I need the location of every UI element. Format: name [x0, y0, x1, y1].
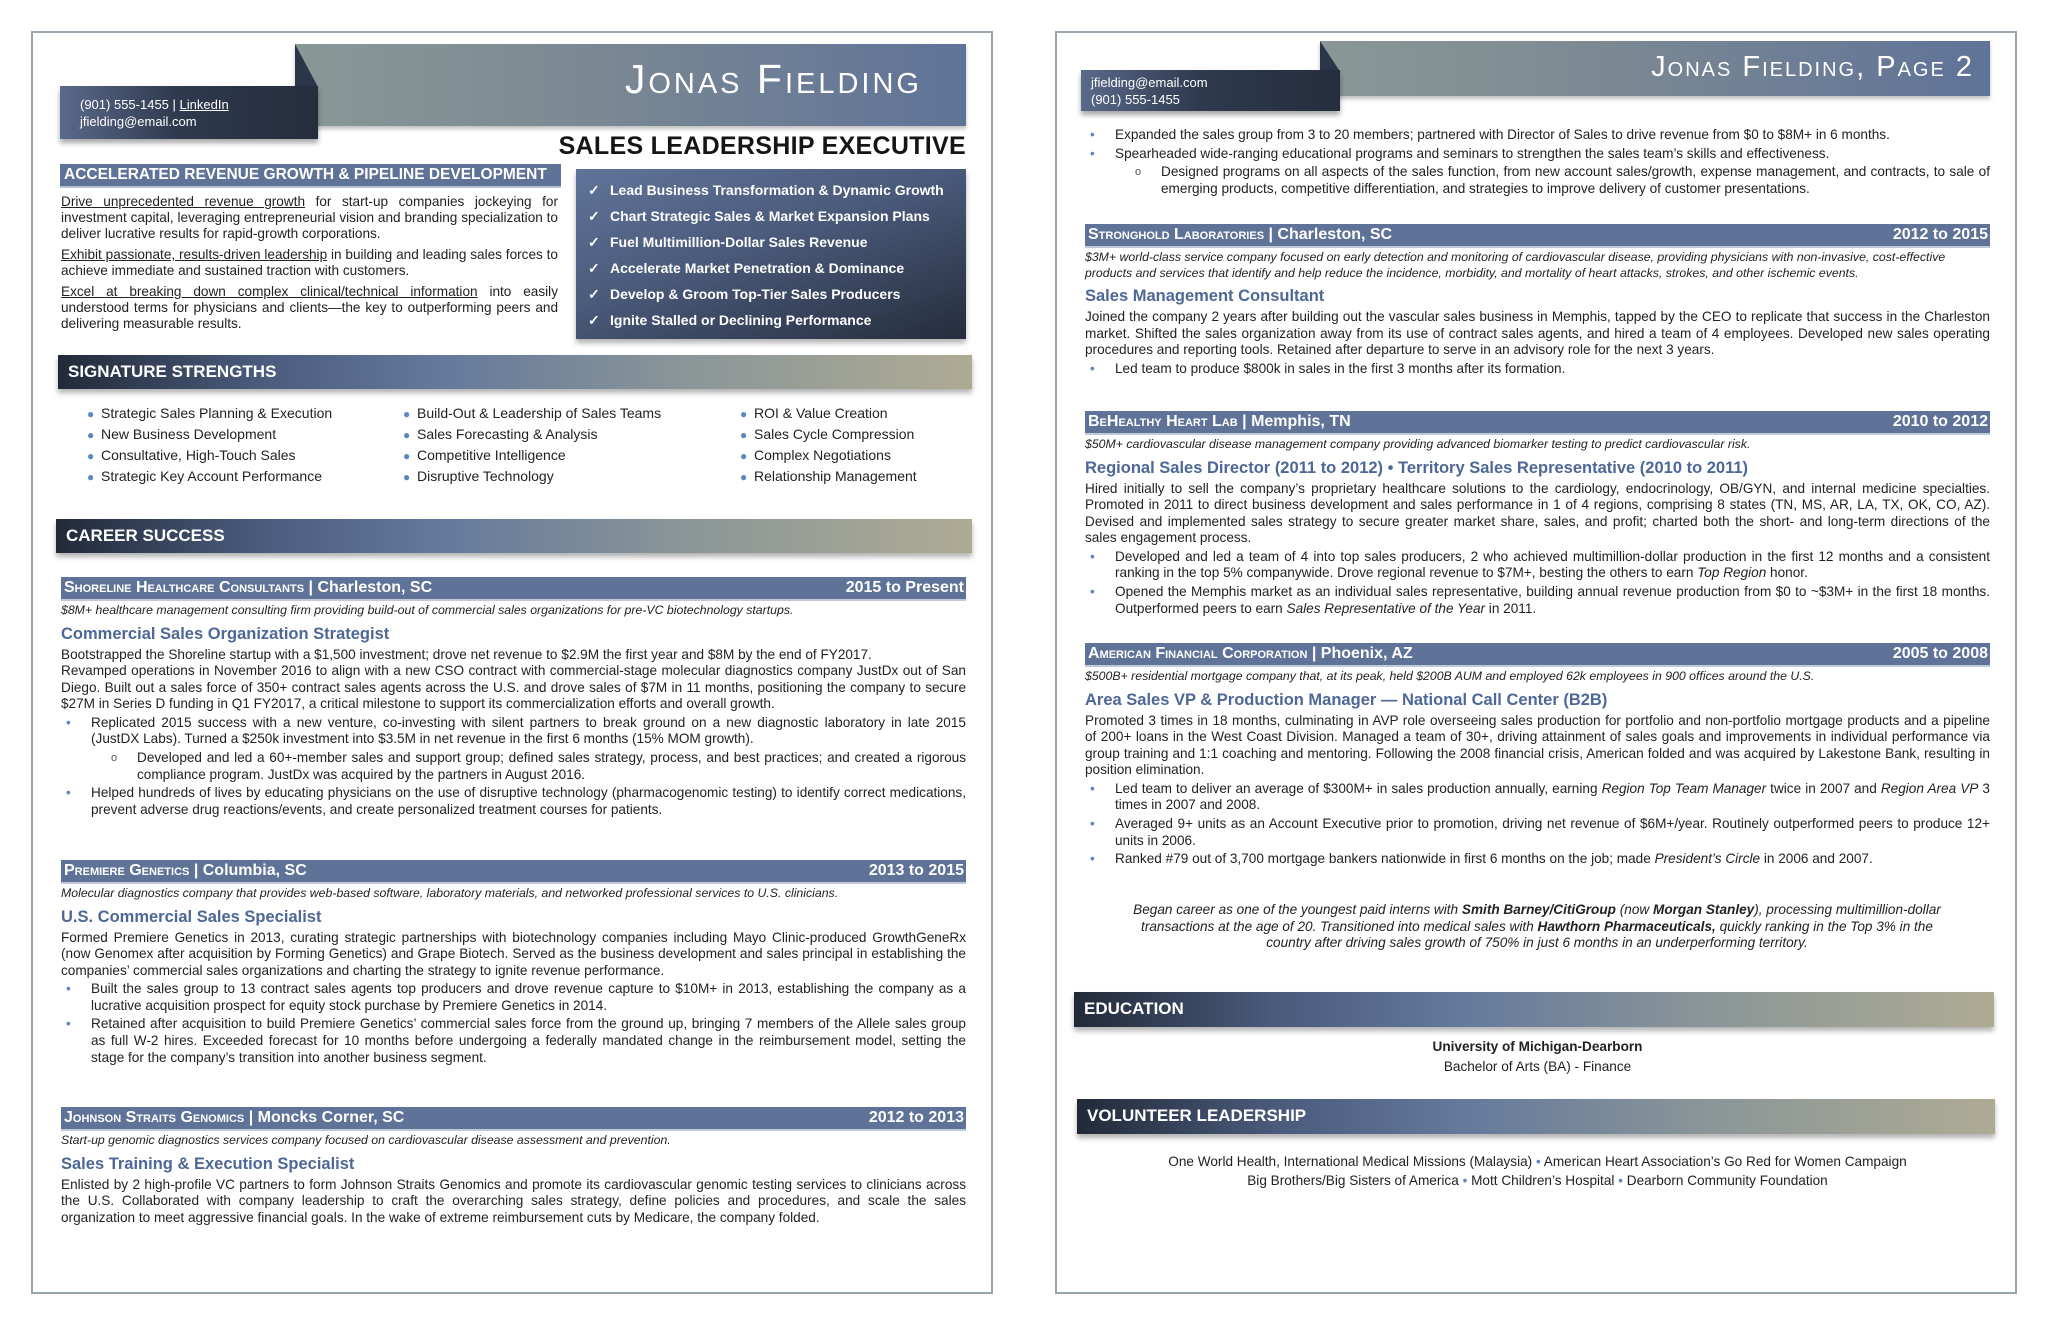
- job-paragraph: Hired initially to sell the company’s proprietary healthcare solutions to the cardiology, endocrinology, OB/GYN, and internal medicine specialties. Promoted in 2011 to direct business development and sales performance in 1 of 4 regions, comprising 8 states (TN, MS, AR, LA, TX, OK, CO, AZ). Devised and implemented sales strategy to secure greater market share, sales, and profit; charted both the short- and long-term directions of the sales engagement process.: [1085, 480, 1990, 546]
- strength-label: Sales Forecasting & Analysis: [417, 426, 598, 442]
- bullet-icon: •: [66, 1016, 71, 1032]
- bullet-item: [1085, 549, 1990, 582]
- company-description: $500B+ residential mortgage company that, at its peak, held $200B AUM and employed 62k employees in 900 offices around the U.S.: [1085, 669, 1815, 683]
- strength-item: [740, 403, 917, 424]
- text-segment: Top Region: [1697, 565, 1767, 581]
- phone: (901) 555-1455: [80, 97, 169, 112]
- company-location: | Memphis, TN: [1242, 413, 1351, 430]
- highlight-item: [588, 281, 966, 307]
- company-location: | Charleston, SC: [1268, 226, 1393, 243]
- job-entry: [61, 860, 966, 1068]
- text-segment: ), processing multimillion-dollar transactions at the age of 20. Transitioned into medical sales with: [1141, 902, 1941, 934]
- bullet-icon: •: [1090, 145, 1095, 161]
- summary: [61, 194, 558, 337]
- resume-page-2: [1055, 31, 2017, 1294]
- company-description: $50M+ cardiovascular disease management company providing advanced biomarker testing to predict cardiovascular risk.: [1085, 437, 1751, 451]
- text-segment: honor.: [1766, 565, 1808, 581]
- text-segment: Led team to produce $800k in sales in the first 3 months after its formation.: [1115, 360, 1566, 376]
- job-entry: [1085, 643, 1990, 870]
- strength-label: Complex Negotiations: [754, 447, 891, 463]
- volunteer-list: [1085, 1152, 1990, 1190]
- highlight-item: [588, 255, 966, 281]
- highlight-label: Chart Strategic Sales & Market Expansion Plans: [610, 208, 930, 224]
- text-segment: Built the sales group to 13 contract sales agents top producers and drove revenue capture to $10M+ in 2013, establishing the company as a lucrative acquisition prospect for equity stock purchase by Premiere Genetics in 2014.: [91, 981, 966, 1013]
- text-segment: Hawthorn Pharmaceuticals,: [1537, 918, 1716, 934]
- highlight-label: Lead Business Transformation & Dynamic Growth: [610, 182, 944, 198]
- bullet-icon: •: [1090, 851, 1095, 867]
- volunteer-item: Dearborn Community Foundation: [1626, 1173, 1828, 1188]
- strengths-column-2: [403, 403, 661, 487]
- job-paragraph: Promoted 3 times in 18 months, culminating in AVP role overseeing sales production for portfolio and non-portfolio mortgage products and a pipeline of 200+ loans in the West Coast Division. Managed a team of 30+, driving attainment of sales goals and improvements in individual performance via group training and 1:1 coaching and mentoring. Following the 2008 financial crisis, American folded and was acquired by Lakestone Bank, resulting in position elimination.: [1085, 712, 1990, 778]
- name-banner: [1320, 41, 1990, 96]
- strength-label: Consultative, High-Touch Sales: [101, 447, 296, 463]
- highlight-label: Ignite Stalled or Declining Performance: [610, 312, 872, 328]
- bullet-icon: ●: [740, 428, 748, 442]
- highlight-label: Develop & Groom Top-Tier Sales Producers: [610, 286, 901, 302]
- job-header-bar: [61, 860, 966, 884]
- education-heading: EDUCATION: [1074, 992, 1994, 1027]
- job-entry: [1085, 224, 1990, 379]
- company-name: Premiere Genetics: [64, 862, 190, 879]
- sub-bullet-text: Developed and led a 60+-member sales and support group; defined sales strategy, process, and best practices; and created a rigorous compliance program. JustDx was acquired by the partners in August 2016.: [137, 750, 966, 782]
- separator-dot: •: [1462, 1173, 1468, 1188]
- company-description: $8M+ healthcare management consulting firm providing build-out of commercial sales organizations for pre-VC biotechnology startups.: [61, 603, 794, 617]
- job-paragraph: Revamped operations in November 2016 to align with a new CSO contract with commercial-stage molecular diagnostics company JustDx out of San Diego. Built out a sales force of 350+ contract sales agents across the U.S. and drove sales of $7M in 11 months, positioning the company to secure $27M in Series D funding in Q1 FY2017, a critical milestone to support its commercialization efforts and overall growth.: [61, 663, 966, 712]
- bullet-icon: ●: [740, 407, 748, 421]
- sub-bullet-item: [1085, 164, 1990, 197]
- summary-paragraph: [61, 194, 558, 242]
- education-entry: [1085, 1037, 1990, 1077]
- summary-heading: ACCELERATED REVENUE GROWTH & PIPELINE DEVELOPMENT: [60, 164, 561, 188]
- strength-label: Strategic Key Account Performance: [101, 468, 322, 484]
- text-segment: quickly ranking in the Top 3% in the country after driving sales growth of 750% in just 6 months in an underperforming territory.: [1266, 918, 1933, 951]
- degree: Bachelor of Arts (BA) - Finance: [1443, 1059, 1632, 1074]
- bullet-icon: ●: [87, 407, 95, 421]
- company-name: Shoreline Healthcare Consultants: [64, 579, 305, 596]
- strength-item: [87, 403, 332, 424]
- highlight-item: [588, 203, 966, 229]
- volunteer-line: [1085, 1152, 1990, 1171]
- highlight-label: Fuel Multimillion-Dollar Sales Revenue: [610, 234, 868, 250]
- job-dates: 2012 to 2013: [868, 1109, 964, 1126]
- career-success-heading: CAREER SUCCESS: [56, 519, 972, 553]
- bullet-item: [1085, 584, 1990, 617]
- strength-item: [403, 445, 661, 466]
- checkmark-icon: ✓: [588, 208, 600, 224]
- strength-label: Relationship Management: [754, 468, 917, 484]
- contact-box: [60, 86, 318, 139]
- phone: (901) 555-1455: [1091, 92, 1180, 107]
- job-title: Sales Training & Execution Specialist: [61, 1154, 355, 1173]
- text-segment: Began career as one of the youngest paid interns with: [1133, 902, 1462, 917]
- sub-bullet-text: Designed programs on all aspects of the sales function, from new account sales/growth, expense management, and contracts, to sale of emerging products, competitive differentiation, and strategies to improve delivery of customer presentations.: [1161, 164, 1990, 196]
- bullet-icon: ●: [87, 449, 95, 463]
- company-location: | Moncks Corner, SC: [248, 1109, 405, 1126]
- text-segment: Sales Representative of the Year: [1286, 600, 1486, 616]
- company-location: | Phoenix, AZ: [1311, 645, 1413, 662]
- strength-item: [87, 445, 332, 466]
- bullet-icon: ●: [87, 428, 95, 442]
- checkmark-icon: ✓: [588, 312, 600, 328]
- summary-lead: Drive unprecedented revenue growth: [61, 194, 306, 209]
- strength-item: [87, 466, 332, 487]
- strength-label: New Business Development: [101, 426, 277, 442]
- summary-paragraph: [61, 247, 558, 279]
- bullet-icon: ●: [403, 449, 411, 463]
- job-header-bar: [1085, 411, 1990, 435]
- company-location: | Charleston, SC: [308, 579, 433, 596]
- volunteer-item: Mott Children’s Hospital: [1471, 1173, 1615, 1188]
- text-segment: (now: [1615, 902, 1653, 917]
- highlight-item: [588, 307, 966, 333]
- text-segment: Replicated 2015 success with a new venture, co-investing with silent partners to break ground on a new diagnostic laboratory in late 2015 (JustDX Labs). Turned a $250k investment into $3.5M in net revenue in the first 6 months (15% MOM growth).: [91, 714, 966, 747]
- company-description: Start-up genomic diagnostics services company focused on cardiovascular disease assessment and prevention.: [61, 1133, 671, 1147]
- bullet-icon: ●: [87, 470, 95, 484]
- text-segment: twice in 2007 and: [1766, 780, 1881, 796]
- job-dates: 2013 to 2015: [868, 862, 964, 879]
- job-title: Regional Sales Director (2011 to 2012) • Territory Sales Representative (2010 to 2011): [1085, 458, 1749, 477]
- separator-dot: •: [1535, 1154, 1541, 1169]
- strength-item: [740, 466, 917, 487]
- candidate-name: Jonas Fielding: [624, 56, 922, 102]
- company-line: [64, 860, 307, 882]
- bullet-icon: •: [1090, 548, 1095, 564]
- strengths-column-3: [740, 403, 917, 487]
- checkmark-icon: ✓: [588, 286, 600, 302]
- bullet-icon: •: [66, 714, 71, 730]
- company-name: BeHealthy Heart Lab: [1088, 413, 1238, 430]
- job-header-bar: [1085, 643, 1990, 667]
- company-line: [1088, 224, 1392, 246]
- summary-text: in building and leading sales forces to achieve immediate and sustained traction with customers.: [61, 247, 558, 278]
- early-career-summary: [1117, 902, 1957, 952]
- bullet-icon: ●: [403, 470, 411, 484]
- strength-label: Sales Cycle Compression: [754, 426, 915, 442]
- company-line: [1088, 643, 1413, 665]
- job-header-bar: [61, 577, 966, 601]
- text-segment: Averaged 9+ units as an Account Executive prior to promotion, driving net revenue of $6M+/year. Routinely outperformed peers to produce 12+ units in 2006.: [1115, 816, 1990, 848]
- text-segment: Retained after acquisition to build Premiere Genetics’ commercial sales force from the ground up, bringing 7 members of the Allele sales group as full W-2 hires. Exceeded forecast for 10 months before undergoing a federally mandated change in the reimbursement model, setting the stage for the company’s transition into another business segment.: [91, 1016, 966, 1065]
- highlights-box: [576, 169, 966, 339]
- bullet-item: [1085, 146, 1990, 163]
- resume-page-1: [31, 31, 993, 1294]
- volunteer-item: One World Health, International Medical Missions (Malaysia): [1168, 1154, 1533, 1169]
- text-segment: in 2006 and 2007.: [1760, 851, 1873, 867]
- volunteer-line: [1085, 1171, 1990, 1190]
- job-title: Sales Management Consultant: [1085, 287, 1325, 305]
- text-segment: Opened the Memphis market as an individual sales representative, building annual revenue production from $0 to ~$3M+ in the first 18 months. Outperformed peers to earn: [1115, 584, 1990, 616]
- strength-item: [403, 403, 661, 424]
- company-line: [1088, 411, 1351, 433]
- strength-item: [403, 424, 661, 445]
- text-segment: Spearheaded wide-ranging educational programs and seminars to strengthen the sales team’s skills and effectiveness.: [1115, 145, 1830, 161]
- company-line: [64, 577, 432, 599]
- separator: |: [172, 97, 176, 112]
- checkmark-icon: ✓: [588, 182, 600, 198]
- bullet-item: [61, 981, 966, 1014]
- bullet-icon: ●: [740, 470, 748, 484]
- volunteer-leadership-heading: VOLUNTEER LEADERSHIP: [1077, 1099, 1995, 1134]
- bullet-icon: •: [66, 981, 71, 997]
- circle-bullet-icon: o: [1135, 166, 1142, 179]
- bullet-item: [61, 1016, 966, 1066]
- text-segment: Helped hundreds of lives by educating physicians on the use of disruptive technology (pharmacogenomic testing) to identify correct medications, prevent adverse drug reactions/events, and create personalized treatment courses for patients.: [91, 785, 966, 817]
- contact-box: [1081, 70, 1340, 111]
- professional-title: SALES LEADERSHIP EXECUTIVE: [558, 132, 966, 160]
- job-dates: 2012 to 2015: [1892, 226, 1988, 243]
- text-segment: Ranked #79 out of 3,700 mortgage bankers nationwide in first 6 months on the job; made: [1115, 851, 1655, 867]
- email[interactable]: jfielding@email.com: [1091, 75, 1208, 90]
- job-title: Commercial Sales Organization Strategist: [61, 624, 390, 643]
- summary-text: into easily understood terms for physicians and clients—the key to outperforming peers and delivering measurable results.: [61, 284, 559, 331]
- sub-bullet-item: [61, 750, 966, 783]
- strength-item: [403, 466, 661, 487]
- volunteer-item: Big Brothers/Big Sisters of America: [1247, 1173, 1459, 1188]
- bullet-icon: •: [1090, 127, 1095, 142]
- text-segment: 3 times in 2007 and 2008.: [1115, 780, 1990, 813]
- job-paragraph: Enlisted by 2 high-profile VC partners to form Johnson Straits Genomics and promote its cardiovascular genomic testing services to clinicians across the U.S. Collaborated with company leadership to craft the overarching sales strategy, define policies and procedures, and scale the sales organization to meet aggressive financial goals. In the wake of extreme reimbursement cuts by Medicare, the company folded.: [61, 1176, 966, 1225]
- signature-strengths-heading: SIGNATURE STRENGTHS: [58, 355, 972, 389]
- text-segment: President’s Circle: [1654, 851, 1761, 867]
- summary-lead: Excel at breaking down complex clinical/technical information: [61, 284, 478, 299]
- text-segment: Region Area VP: [1880, 780, 1979, 796]
- highlight-item: [588, 229, 966, 255]
- summary-lead: Exhibit passionate, results-driven leadership: [61, 247, 328, 262]
- job-entry: [61, 577, 966, 820]
- job-header-bar: [1085, 224, 1990, 248]
- bullet-icon: ●: [403, 407, 411, 421]
- company-line: [64, 1107, 404, 1129]
- bullet-icon: •: [66, 785, 71, 801]
- candidate-name-page-2: Jonas Fielding, Page 2: [1651, 51, 1974, 83]
- text-segment: Morgan Stanley: [1653, 902, 1755, 917]
- text-segment: Developed and led a team of 4 into top sales producers, 2 who achieved multimillion-dollar production in the first 12 months and a consistent ranking in the top 5% companywide. Drove regional revenue to $7M+, besting the others to earn: [1115, 548, 1990, 581]
- school-name: University of Michigan-Dearborn: [1432, 1039, 1643, 1054]
- text-segment: Expanded the sales group from 3 to 20 members; partnered with Director of Sales to drive revenue from $0 to $8M+ in 6 months.: [1115, 127, 1890, 142]
- email[interactable]: jfielding@email.com: [80, 114, 197, 129]
- checkmark-icon: ✓: [588, 234, 600, 250]
- job-dates: 2010 to 2012: [1892, 413, 1988, 430]
- job-paragraph: Joined the company 2 years after building out the vascular sales business in Memphis, tapped by the CEO to replicate that success in the Charleston market. Shifted the sales organization away from its use of contract sales agents, and hired a team of 4 employees. Developed new sales operating procedures and reporting tools. Retained after departure to serve in an advisory role for the next 3 years.: [1085, 309, 1990, 358]
- strength-label: Disruptive Technology: [417, 468, 554, 484]
- highlight-item: [588, 177, 966, 203]
- company-description: Molecular diagnostics company that provides web-based software, laboratory materials, and networked professional services to U.S. clinicians.: [61, 886, 839, 900]
- bullet-item: [1085, 361, 1990, 378]
- bullet-item: [1085, 127, 1990, 144]
- company-name: Stronghold Laboratories: [1088, 226, 1265, 243]
- strength-item: [87, 424, 332, 445]
- strength-label: Competitive Intelligence: [417, 447, 566, 463]
- volunteer-item: American Heart Association’s Go Red for Women Campaign: [1543, 1154, 1907, 1169]
- linkedin-link[interactable]: LinkedIn: [179, 97, 229, 112]
- job-header-bar: [61, 1107, 966, 1131]
- strength-item: [740, 424, 917, 445]
- strengths-column-1: [87, 403, 332, 487]
- checkmark-icon: ✓: [588, 260, 600, 276]
- job-dates: 2015 to Present: [845, 579, 964, 596]
- job-entry: [1085, 411, 1990, 619]
- bullet-item: [1085, 851, 1990, 868]
- separator-dot: •: [1618, 1173, 1623, 1188]
- bullet-icon: •: [1090, 816, 1095, 832]
- job-dates: 2005 to 2008: [1892, 645, 1988, 662]
- summary-text: for start-up companies jockeying for investment capital, leveraging entrepreneurial vision and branding specialization to deliver lucrative results for rapid-growth corporations.: [61, 194, 558, 241]
- highlight-label: Accelerate Market Penetration & Dominance: [610, 260, 905, 276]
- job-entry: [61, 1107, 966, 1226]
- continued-bullets: [1085, 125, 1990, 199]
- bullet-item: [1085, 781, 1990, 814]
- bullet-item: [61, 785, 966, 818]
- strength-label: Strategic Sales Planning & Execution: [101, 405, 333, 421]
- text-segment: Led team to deliver an average of $300M+ in sales production annually, earning: [1115, 780, 1602, 796]
- text-segment: in 2011.: [1485, 600, 1537, 616]
- bullet-icon: •: [1090, 360, 1095, 376]
- job-paragraph: Bootstrapped the Shoreline startup with a $1,500 investment; drove net revenue to $2.9M the first year and $8M by the end of FY2017.: [61, 646, 872, 662]
- company-description: $3M+ world-class service company focused on early detection and monitoring of cardiovascular disease, providing physicians with non-invasive, cost-effective products and services that identify and help reduce the incidence, morbidity, and mortality of heart attacks, strokes, and other ischemic events.: [1085, 250, 1946, 280]
- bullet-icon: ●: [740, 449, 748, 463]
- company-name: Johnson Straits Genomics: [64, 1109, 245, 1126]
- bullet-icon: •: [1090, 780, 1095, 796]
- bullet-icon: ●: [403, 428, 411, 442]
- bullet-item: [61, 715, 966, 748]
- summary-paragraph: [61, 284, 558, 332]
- text-segment: Smith Barney/CitiGroup: [1461, 902, 1616, 917]
- text-segment: Region Top Team Manager: [1601, 780, 1767, 796]
- company-location: | Columbia, SC: [193, 862, 307, 879]
- name-banner: [295, 44, 966, 126]
- bullet-icon: •: [1090, 584, 1095, 600]
- job-title: U.S. Commercial Sales Specialist: [61, 907, 322, 926]
- job-paragraph: Formed Premiere Genetics in 2013, curating strategic partnerships with biotechnology companies including Mayo Clinic-produced GrowthGeneRx (now Genomex after acquisition by Forming Genetics) and Grape Biotech. Served as the business development and sales principal in establishing the companies’ commercial sales organizations and charting the strategy to ignite revenue performance.: [61, 929, 966, 978]
- strength-label: ROI & Value Creation: [754, 405, 888, 421]
- job-title: Area Sales VP & Production Manager — National Call Center (B2B): [1085, 690, 1608, 709]
- strength-item: [740, 445, 917, 466]
- strength-label: Build-Out & Leadership of Sales Teams: [417, 405, 662, 421]
- company-name: American Financial Corporation: [1088, 645, 1308, 662]
- bullet-item: [1085, 816, 1990, 849]
- circle-bullet-icon: o: [111, 752, 118, 765]
